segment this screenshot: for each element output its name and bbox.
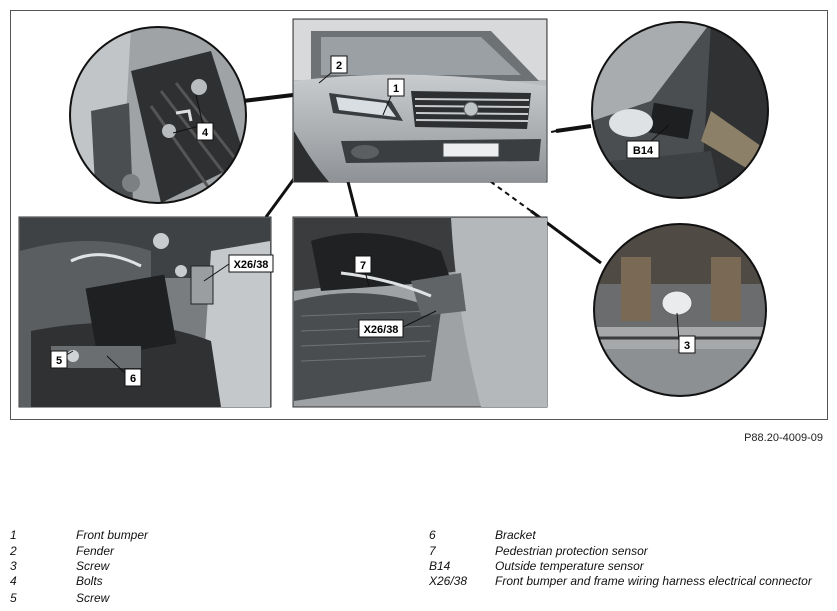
callout-connector-left [229,255,273,272]
svg-text:X26/38: X26/38 [233,259,269,271]
screw-detail-circle [594,224,766,396]
callout-connector-center [359,320,403,337]
legend-key: 2 [10,544,17,558]
svg-text:5: 5 [55,355,63,367]
svg-text:6: 6 [129,373,137,385]
callout-bracket-screw [51,351,67,368]
legend-key: 7 [429,544,436,558]
callout-screw [679,336,695,353]
legend-key: 4 [10,574,17,588]
svg-text:1: 1 [392,83,400,95]
legend-key: 5 [10,591,17,605]
callout-bolts [197,123,213,140]
svg-text:X26/38: X26/38 [363,324,399,336]
figure-artwork [11,11,829,421]
pedestrian-sensor-panel [293,217,547,407]
svg-text:7: 7 [359,260,367,272]
legend-label: Screw [76,559,110,573]
legend-label: Pedestrian protection sensor [495,544,648,558]
legend-label: Front bumper and frame wiring harness electrical connector [495,574,812,588]
callout-main-fender [331,56,347,73]
legend-key: 6 [429,528,436,542]
callout-ped-sensor [355,256,371,273]
legend-label: Bolts [76,574,103,588]
svg-text:4: 4 [201,127,209,139]
callout-temp-sensor [627,141,659,158]
callout-main-bumper [388,79,404,96]
legend-key: 3 [10,559,17,573]
legend-label: Screw [76,591,110,605]
temperature-sensor-detail-circle [592,22,768,198]
legend-label: Outside temperature sensor [495,559,644,573]
svg-text:2: 2 [335,60,343,72]
legend-key: B14 [429,559,451,573]
assembly-figure [10,10,828,420]
bolts-detail-circle [70,27,246,203]
callout-bracket [125,369,141,386]
svg-text:3: 3 [683,340,691,352]
legend-label: Front bumper [76,528,149,542]
legend-label: Fender [76,544,115,558]
legend-key: 1 [10,528,17,542]
car-front-panel [293,19,547,182]
svg-text:B14: B14 [632,145,654,157]
figure-reference-code: P88.20-4009-09 [744,432,823,444]
legend-label: Bracket [495,528,536,542]
connector-bracket-panel [19,217,271,407]
legend-key: X26/38 [429,574,468,588]
